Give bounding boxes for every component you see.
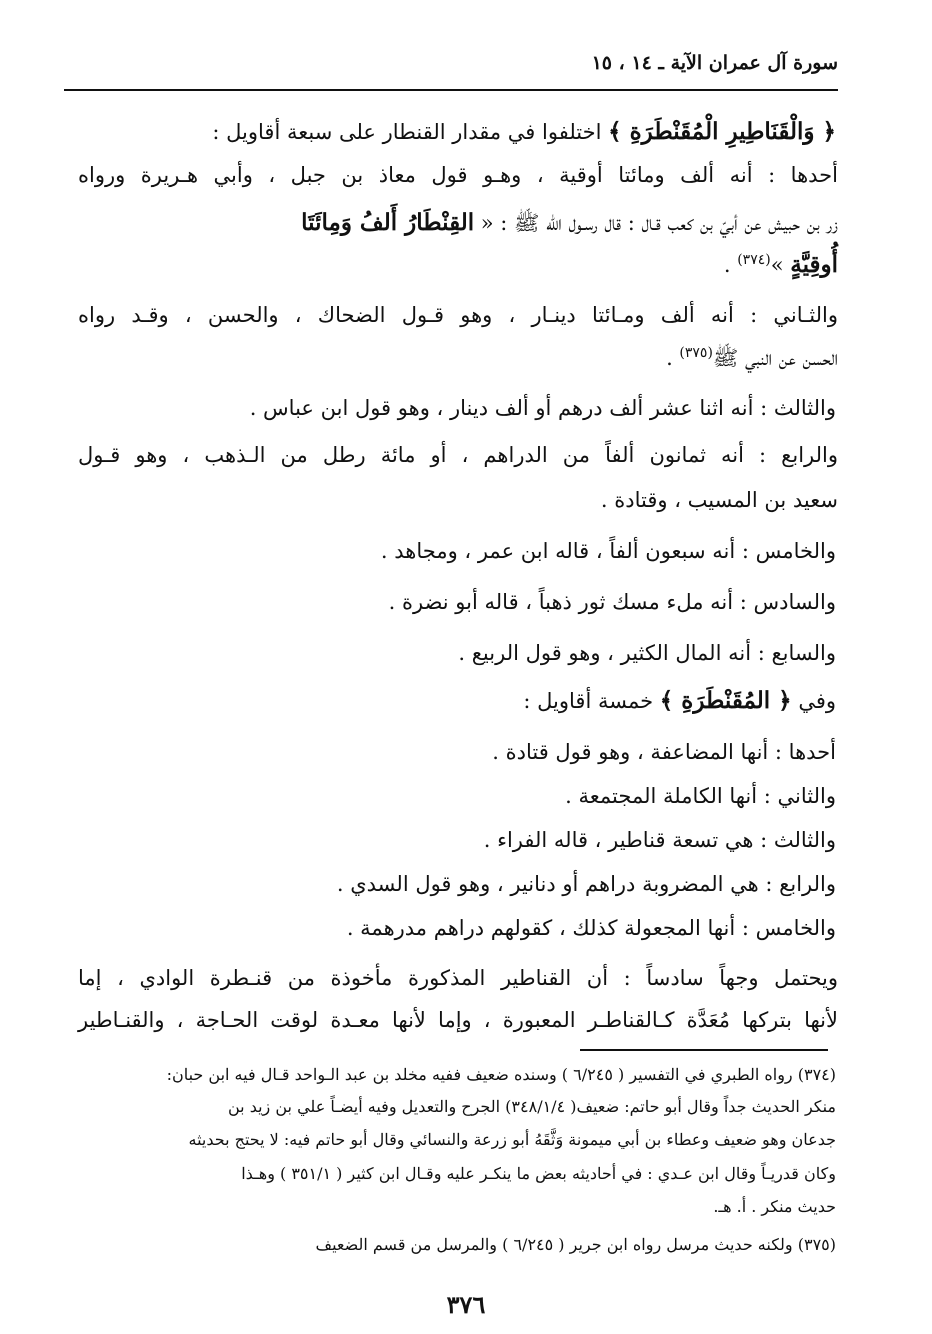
footnote-ref: (٣٧٥) xyxy=(679,345,713,361)
body-line: والثالث : هي تسعة قناطير ، قاله الفراء . xyxy=(483,828,836,852)
quranic-phrase: ﴿ وَالْقَنَاطِيرِ الْمُقَنْطَرَةِ ﴾ xyxy=(608,118,836,145)
body-line: والثالث : أنه اثنا عشر ألف درهم أو ألف دينار ، وهو قول ابن عباس . xyxy=(249,396,836,420)
hadith-phrase: أُوقِيَّةٍ xyxy=(790,251,838,278)
body-line: لأنها بتركها مُعَدَّة كـالقناطـر المعبورة ، وإما لأنها معـدة لوقت الحـاجة ، والقنـاطير xyxy=(78,1008,838,1032)
body-line: والخامس : أنه سبعون ألفاً ، قاله ابن عمر ، ومجاهد . xyxy=(380,539,836,563)
body-line: سعيد بن المسيب ، وقتادة . xyxy=(600,488,838,512)
footnote-ref: (٣٧٤) xyxy=(737,252,771,268)
body-line: أحدها : أنها المضاعفة ، وهو قول قتادة . xyxy=(492,740,836,764)
body-line xyxy=(301,208,838,238)
footnote-line: وكان قدريـاً وقال ابن عـدي : في أحاديثه بعض ما ينكـر عليه وقـال ابن كثير ( ٣٥١/١ ) وهـذا xyxy=(241,1164,836,1183)
body-text: زر بن حبيش عن أبيّ بن كعب قـال : قال رسـول الله ﷺ : « xyxy=(474,211,838,235)
body-line: والسابع : أنه المال الكثير ، وهو قول الربيع . xyxy=(458,641,836,665)
body-line: ويحتمل وجهاً سادساً : أن القناطير المذكورة مأخوذة من قنـطرة الوادي ، إما xyxy=(78,966,838,990)
footnote-line: منكر الحديث جداً وقال أبو حاتم: ضعيف( ٣٤٨/١/٤) الجرح والتعديل وفيه أيضـاً علي بن زيد بن xyxy=(227,1097,836,1116)
body-line: والسادس : أنه ملء مسك ثور ذهباً ، قاله أبو نضرة . xyxy=(388,590,836,614)
hadith-phrase: القِنْطَارُ أَلفُ وَمِائَتَا xyxy=(301,209,475,236)
body-line: والخامس : أنها المجعولة كذلك ، كقولهم دراهم مدرهمة . xyxy=(346,916,836,940)
footnote-line: (٣٧٥) ولكنه حديث مرسل رواه ابن جرير ( ٦/٢٤٥ ) والمرسل من قسم الضعيف xyxy=(315,1235,836,1254)
quranic-phrase: ﴿ المُقَنْطَرَةِ ﴾ xyxy=(659,687,792,714)
body-text: » xyxy=(770,253,791,277)
body-line: والثاني : أنها الكاملة المجتمعة . xyxy=(565,784,836,808)
body-text: الحسن عن النبي ﷺ xyxy=(712,346,838,370)
header-rule xyxy=(64,89,838,91)
page-number: ٣٧٦ xyxy=(446,1290,486,1319)
body-line: أحدها : أنه ألف ومائتا أوقية ، وهـو قول معاذ بن جبل ، وأبي هـريرة ورواه xyxy=(78,163,838,187)
body-line: والرابع : هي المضروبة دراهم أو دنانير ، وهو قول السدي . xyxy=(336,872,836,896)
body-text: . xyxy=(666,346,680,370)
body-line: والرابع : أنه ثمانون ألفاً من الدراهم ، أو مائة رطل من الـذهب ، وهو قـول xyxy=(78,443,838,467)
body-line xyxy=(523,686,836,716)
body-text: . xyxy=(723,253,738,277)
body-line xyxy=(724,245,838,280)
body-text: اختلفوا في مقدار القنطار على سبعة أقاويل : xyxy=(212,120,609,144)
running-head: سورة آل عمران الآية ـ ١٤ ، ١٥ xyxy=(591,52,838,74)
body-line: والثـاني : أنه ألف ومـائتا دينـار ، وهو قـول الضحاك ، والحسن ، وقـد رواه xyxy=(78,303,838,327)
body-line xyxy=(212,117,836,147)
footnote-line: جدعان وهو ضعيف وعطاء بن أبي ميمونة وَثَّقَهُ أبو زرعة والنسائي وقال أبو حاتم فيه: لا يحتج بحديثه xyxy=(188,1130,836,1149)
footnote-rule xyxy=(580,1049,828,1051)
body-line xyxy=(666,338,838,373)
body-text: وفي xyxy=(791,689,836,713)
body-text: خمسة أقاويل : xyxy=(523,689,660,713)
footnote-line: حديث منكر . أ. هـ. xyxy=(713,1197,836,1216)
footnote-line: (٣٧٤) رواه الطبري في التفسير ( ٦/٢٤٥ ) وسنده ضعيف ففيه مخلد بن عبد الـواحد قـال فيه ابن حبان: xyxy=(166,1065,836,1084)
